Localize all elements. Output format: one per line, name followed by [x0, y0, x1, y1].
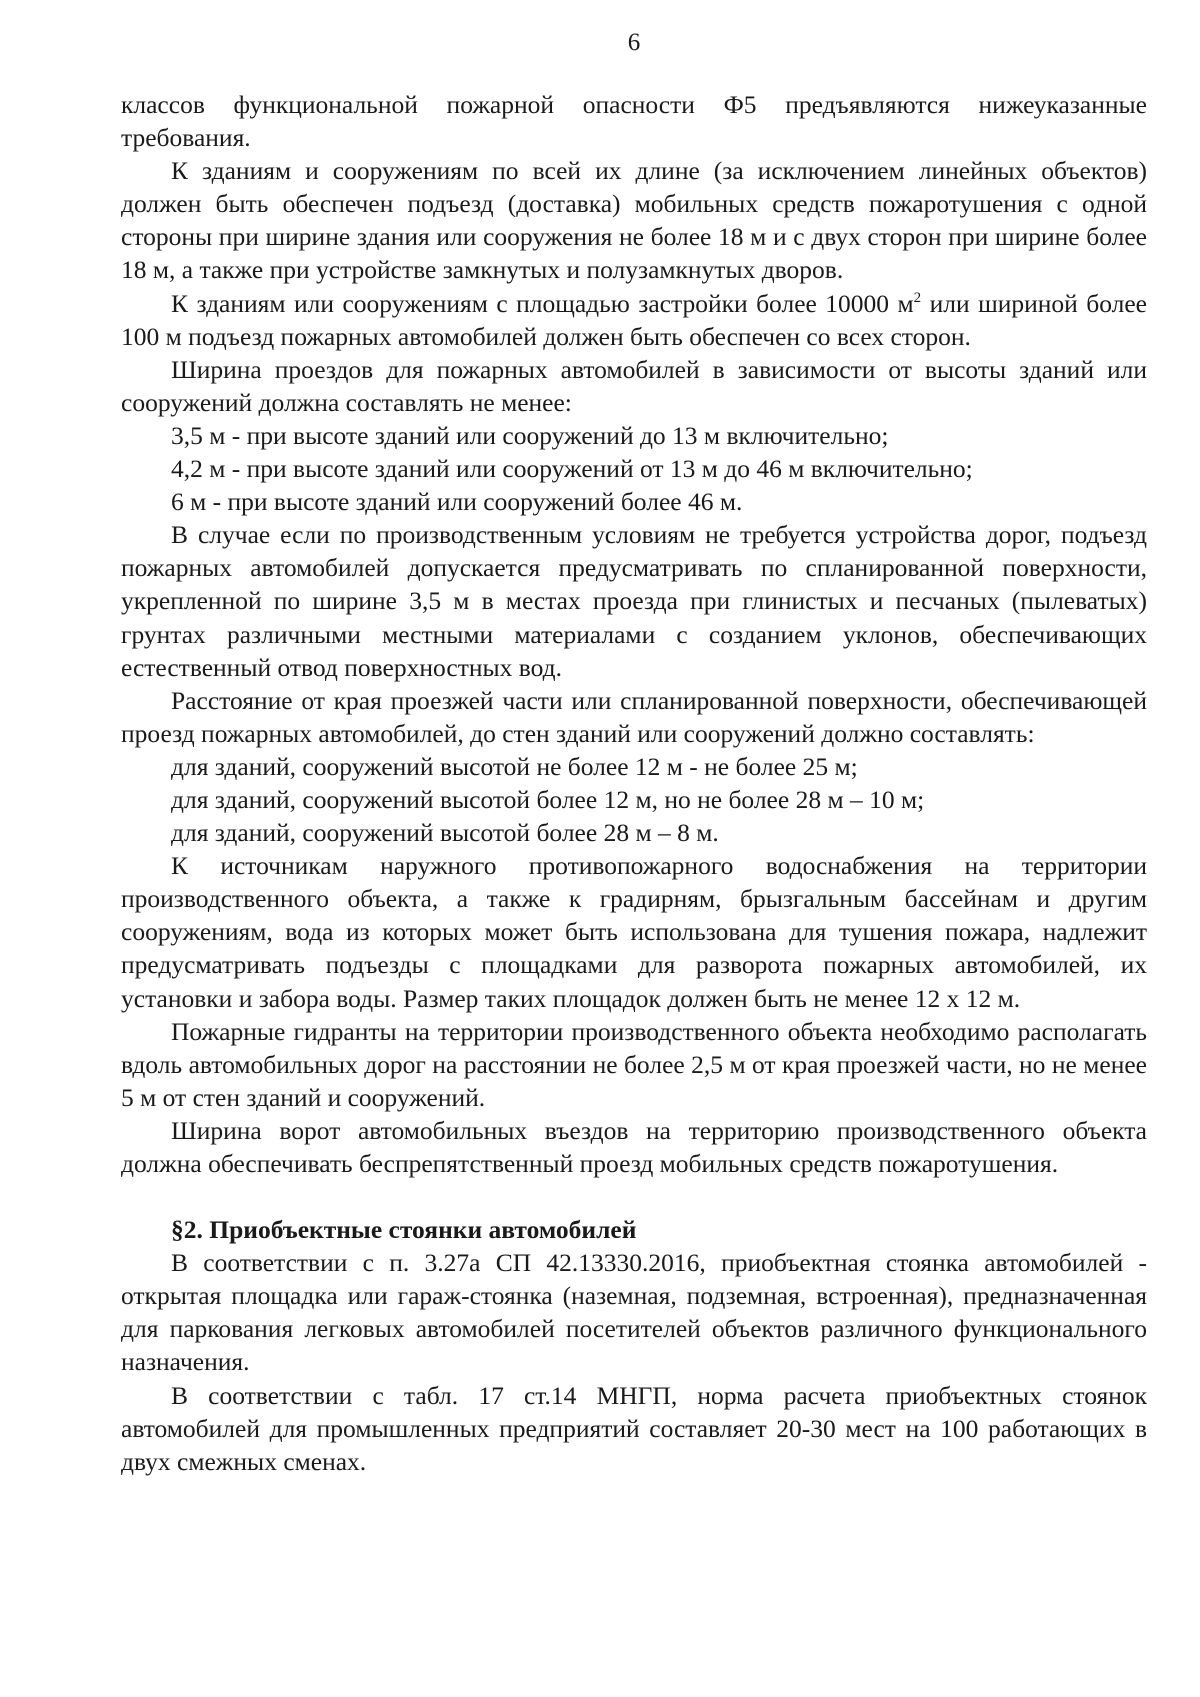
paragraph-area-requirement: [121, 287, 1147, 353]
list-item: для зданий, сооружений высотой не более 12 м - не более 25 м;: [171, 751, 858, 781]
superscript: 2: [913, 289, 922, 306]
list-item: 4,2 м - при высоте зданий или сооружений от 13 м до 46 м включительно;: [171, 454, 973, 484]
list-item: для зданий, сооружений высотой более 28 м – 8 м.: [171, 818, 719, 848]
paragraph: Ширина ворот автомобильных въездов на территорию производственного объекта должна обеспечивать беспрепятственный проезд мобильных средств пожаротушения.: [121, 1115, 1147, 1178]
paragraph: Ширина проездов для пожарных автомобилей в зависимости от высоты зданий или сооружений должна составлять не менее:: [121, 354, 1147, 417]
document-body: [121, 88, 1147, 1478]
paragraph: В соответствии с п. 3.27а СП 42.13330.2016, приобъектная стоянка автомобилей - открытая площадка или гараж-стоянка (наземная, подземная, встроенная), предназначенная для паркования легковых автомобилей посетителей объектов различного функционального назначения.: [121, 1248, 1147, 1377]
paragraph: Пожарные гидранты на территории производственного объекта необходимо располагать вдоль автомобильных дорог на расстоянии не более 2,5 м от края проезжей части, но не менее 5 м от стен зданий и сооружений.: [121, 1016, 1147, 1112]
page-number: 6: [627, 29, 641, 56]
list-item: 3,5 м - при высоте зданий или сооружений до 13 м включительно;: [171, 420, 889, 450]
paragraph: Расстояние от края проезжей части или спланированной поверхности, обеспечивающей проезд пожарных автомобилей, до стен зданий или сооружений должно составлять:: [121, 685, 1147, 748]
paragraph: классов функциональной пожарной опасности Ф5 предъявляются нижеуказанные требования.: [121, 90, 1147, 153]
list-item: для зданий, сооружений высотой более 12 м, но не более 28 м – 10 м;: [171, 784, 925, 814]
paragraph: К источникам наружного противопожарного водоснабжения на территории производственного объекта, а также к градирням, брызгальным бассейнам и другим сооружениям, вода из которых может быть использована для тушения пожара, надлежит предусматривать подъезды с площадками для разворота пожарных автомобилей, их установки и забора воды. Размер таких площадок должен быть не менее 12 х 12 м.: [121, 851, 1147, 1013]
list-item: 6 м - при высоте зданий или сооружений более 46 м.: [171, 487, 743, 517]
paragraph: В случае если по производственным условиям не требуется устройства дорог, подъезд пожарных автомобилей допускается предусматривать по спланированной поверхности, укрепленной по ширине 3,5 м в местах проезда при глинистых и песчаных (пылеватых) грунтах различными местными материалами с созданием уклонов, обеспечивающих естественный отвод поверхностных вод.: [121, 520, 1147, 682]
paragraph-text: или шириной более 100 м подъезд пожарных автомобилей должен быть обеспечен со всех сторон.: [121, 288, 1147, 351]
section-spacer: [121, 1180, 1147, 1213]
paragraph: В соответствии с табл. 17 ст.14 МНГП, норма расчета приобъектных стоянок автомобилей для промышленных предприятий составляет 20-30 мест на 100 работающих в двух смежных сменах.: [121, 1380, 1147, 1476]
paragraph-text: К зданиям или сооружениям с площадью застройки более 10000 м: [171, 288, 914, 318]
paragraph: К зданиям и сооружениям по всей их длине (за исключением линейных объектов) должен быть обеспечен подъезд (доставка) мобильных средств пожаротушения с одной стороны при ширине здания или сооружения не более 18 м и с двух сторон при ширине более 18 м, а также при устройстве замкнутых и полузамкнутых дворов.: [121, 156, 1147, 285]
section-heading: §2. Приобъектные стоянки автомобилей: [171, 1215, 637, 1245]
